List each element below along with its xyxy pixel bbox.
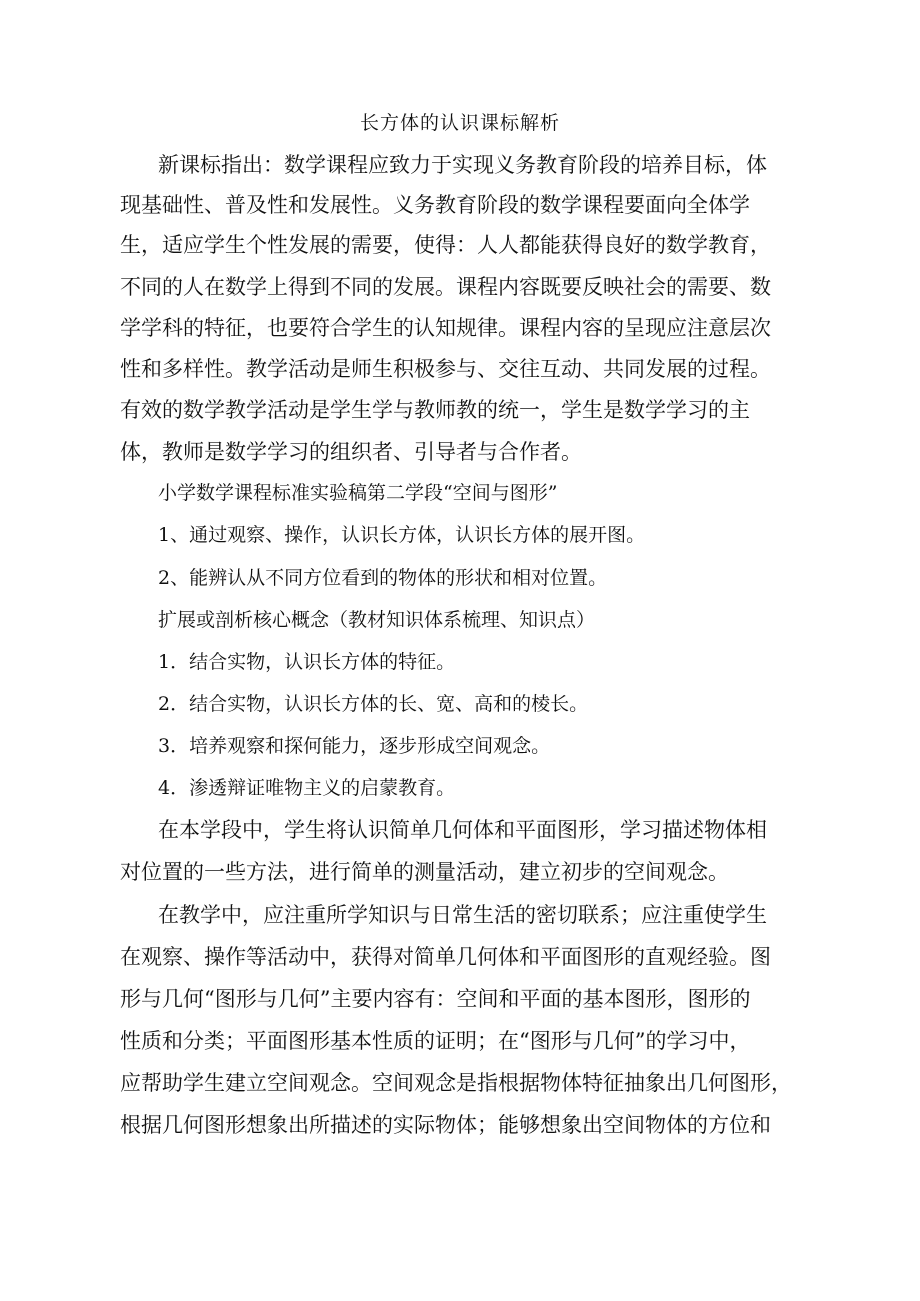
paragraph-line: 在本学段中，学生将认识简单几何体和平面图形，学习描述物体相 <box>158 818 767 842</box>
core-point: 2．结合实物，认识长方体的长、宽、高和的棱长。 <box>158 693 589 715</box>
paragraph-line: 形与几何“图形与几何”主要内容有：空间和平面的基本图形，图形的 <box>120 987 751 1011</box>
paragraph-line: 学学科的特征，也要符合学生的认知规律。课程内容的呈现应注意层次 <box>120 316 771 340</box>
paragraph-line: 应帮助学生建立空间观念。空间观念是指根据物体特征抽象出几何图形， <box>120 1071 792 1095</box>
standard-item: 2、能辨认从不同方位看到的物体的形状和相对位置。 <box>158 567 608 589</box>
paragraph-line: 在教学中，应注重所学知识与日常生活的密切联系；应注重使学生 <box>158 903 767 927</box>
paragraph-line: 体，教师是数学学习的组织者、引导者与合作者。 <box>120 440 582 464</box>
core-heading: 扩展或剖析核心概念（教材知识体系梳理、知识点） <box>158 609 596 631</box>
document-title: 长方体的认识课标解析 <box>359 112 560 134</box>
paragraph-line: 现基础性、普及性和发展性。义务教育阶段的数学课程要面向全体学 <box>120 193 750 217</box>
paragraph-line: 对位置的一些方法，进行简单的测量活动，建立初步的空间观念。 <box>120 860 729 884</box>
core-point: 3．培养观察和探何能力，逐步形成空间观念。 <box>158 735 551 757</box>
paragraph-line: 生，适应学生个性发展的需要，使得：人人都能获得良好的数学教育， <box>120 233 771 257</box>
section-heading: 小学数学课程标准实验稿第二学段“空间与图形” <box>158 482 558 504</box>
paragraph-line: 在观察、操作等活动中，获得对简单几何体和平面图形的直观经验。图 <box>120 945 771 969</box>
paragraph-line: 根据几何图形想象出所描述的实际物体；能够想象出空间物体的方位和 <box>120 1113 771 1137</box>
core-point: 4．渗透辩证唯物主义的启蒙教育。 <box>158 777 456 799</box>
paragraph-line: 性质和分类；平面图形基本性质的证明；在“图形与几何”的学习中， <box>120 1029 751 1053</box>
paragraph-line: 性和多样性。教学活动是师生积极参与、交往互动、共同发展的过程。 <box>120 357 771 381</box>
paragraph-line: 新课标指出：数学课程应致力于实现义务教育阶段的培养目标，体 <box>158 153 767 177</box>
core-point: 1．结合实物，认识长方体的特征。 <box>158 651 456 673</box>
paragraph-line: 有效的数学教学活动是学生学与教师教的统一，学生是数学学习的主 <box>120 398 750 422</box>
paragraph-line: 不同的人在数学上得到不同的发展。课程内容既要反映社会的需要、数 <box>120 275 771 299</box>
standard-item: 1、通过观察、操作，认识长方体，认识长方体的展开图。 <box>158 524 646 546</box>
